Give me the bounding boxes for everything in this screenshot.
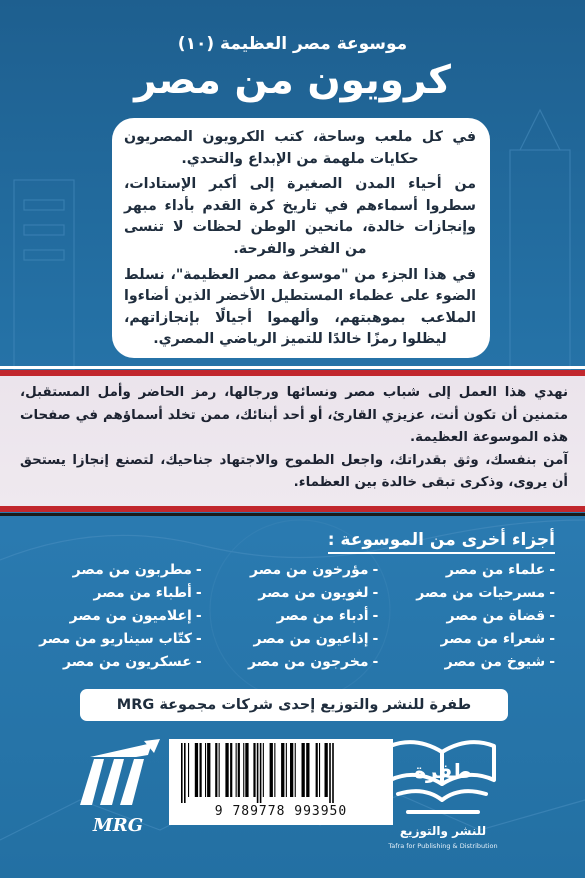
dash-bullet-icon: - xyxy=(195,654,202,670)
barcode-bar xyxy=(306,743,309,797)
dash-bullet-icon: - xyxy=(195,585,202,601)
more-volumes-list xyxy=(25,560,555,672)
volume-item: - شعراء من مصر xyxy=(440,631,555,647)
dash-bullet-icon: - xyxy=(549,631,555,647)
dash-bullet-icon: - xyxy=(549,562,555,578)
barcode-bar xyxy=(260,743,262,803)
barcode-bar xyxy=(245,743,248,797)
dedication-paragraph: آمن بنفسك، وثق بقدراتك، واجعل الطموح والاجتهاد جناحيك، لتصنع إنجازا يستحق أن يروى، وذكرى تبقى خالدة بين العظماء. xyxy=(20,452,568,490)
description-paragraph: في هذا الجزء من "موسوعة مصر العظيمة"، نسلط الضوء على عظماء المستطيل الأخضر الذين أضاءوا الملاعب بموهبتهم، وألهموا أجيالًا بإنجازاتهم، ليظلوا رمزًا خالدًا للتميز الرياضي المصري. xyxy=(124,266,476,348)
volume-item: - إذاعيون من مصر xyxy=(253,631,379,647)
dash-bullet-icon: - xyxy=(549,654,555,670)
tafra-wordmark: طفرة xyxy=(414,759,472,783)
tafra-logo xyxy=(368,728,518,824)
dash-bullet-icon: - xyxy=(195,608,202,624)
dash-bullet-icon: - xyxy=(372,631,379,647)
dash-bullet-icon: - xyxy=(372,654,379,670)
barcode-bar xyxy=(274,743,275,797)
isbn-number: 9 789778 993950 xyxy=(214,804,348,819)
volume-item: - إعلاميون من مصر xyxy=(69,608,202,624)
volume-item: - كتّاب سيناريو من مصر xyxy=(39,631,202,647)
barcode-bar xyxy=(225,743,228,797)
publisher-bar: طفرة للنشر والتوزيع إحدى شركات مجموعة MRG xyxy=(80,689,508,721)
barcode-bar xyxy=(270,743,273,797)
dash-bullet-icon: - xyxy=(372,562,379,578)
barcode-bar xyxy=(219,743,220,797)
barcode-bar xyxy=(184,743,186,803)
volume-item: - مخرجون من مصر xyxy=(248,654,379,670)
barcode-bar xyxy=(205,743,206,797)
volume-item: - شيوخ من مصر xyxy=(444,654,555,670)
barcode-bar xyxy=(281,743,284,797)
barcode-bar xyxy=(325,743,328,797)
dash-bullet-icon: - xyxy=(372,608,379,624)
barcode-bar xyxy=(238,743,240,797)
barcode-bar xyxy=(316,743,318,797)
volume-item: - عسكريون من مصر xyxy=(63,654,202,670)
dash-bullet-icon: - xyxy=(549,608,555,624)
series-title: موسوعة مصر العظيمة (١٠) xyxy=(177,34,408,54)
volume-item: - مطربون من مصر xyxy=(72,562,202,578)
volume-item: - أدباء من مصر xyxy=(276,608,379,624)
barcode-bar xyxy=(236,743,237,797)
barcode-bar xyxy=(188,743,189,797)
barcode-bar xyxy=(181,743,183,803)
barcode-bar xyxy=(263,743,264,797)
mrg-logo-text: MRG xyxy=(92,815,144,836)
tafra-subtitle-en: Tafra for Publishing & Distribution xyxy=(388,842,498,850)
dedication-text xyxy=(0,382,585,495)
tafra-book-icon xyxy=(368,728,518,824)
volume-item: - علماء من مصر xyxy=(445,562,555,578)
barcode-bar xyxy=(253,743,255,797)
description-paragraph: في كل ملعب وساحة، كتب الكرويون المصريون حكايات ملهمة من الإبداع والتحدي. xyxy=(124,129,476,167)
dash-bullet-icon: - xyxy=(195,631,202,647)
book-title: كرويون من مصر xyxy=(134,58,451,103)
dash-bullet-icon: - xyxy=(372,585,379,601)
isbn-barcode xyxy=(169,739,393,825)
volume-item: - لغويون من مصر xyxy=(258,585,379,601)
barcode-bar xyxy=(230,743,232,797)
barcode-bar xyxy=(302,743,305,797)
dash-bullet-icon: - xyxy=(549,585,555,601)
barcode-bar xyxy=(200,743,202,797)
volume-item: - مسرحيات من مصر xyxy=(416,585,555,601)
barcode-bar xyxy=(295,743,296,797)
mrg-emblem-icon xyxy=(70,735,166,815)
volume-item: - أطباء من مصر xyxy=(93,585,202,601)
volume-item: - قضاة من مصر xyxy=(446,608,555,624)
barcode-bar xyxy=(243,743,244,797)
barcode-bar xyxy=(332,743,334,803)
barcode-bar xyxy=(257,743,259,803)
dash-bullet-icon: - xyxy=(195,562,202,578)
description-paragraph: من أحياء المدن الصغيرة إلى أكبر الإستادات، سطروا أسماءهم في تاريخ كرة القدم بأداء مبهر وإنجازات خالدة، مانحين الوطن لحظات لا تنسى من الفخر والفرحة. xyxy=(124,176,476,257)
description-card xyxy=(112,118,490,358)
barcode-bar xyxy=(207,743,210,797)
more-volumes-heading: أجزاء أخرى من الموسوعة : xyxy=(328,530,555,554)
tafra-subtitle-ar: للنشر والتوزيع xyxy=(399,824,487,838)
barcode-bar xyxy=(290,743,293,797)
barcode-bar xyxy=(215,743,217,797)
barcode-bars xyxy=(177,743,385,803)
barcode-bar xyxy=(319,743,320,797)
barcode-bar xyxy=(195,743,198,797)
dedication-paragraph: نهدي هذا العمل إلى شباب مصر ونسائها ورجالها، رمز الحاضر وأمل المستقبل، متمنين أن تكون أنت، عزيزي القارئ، أو أحد أبنائك، ممن تخلد أسماؤهم في صفحات هذه الموسوعة العظيمة. xyxy=(20,385,568,445)
volume-item: - مؤرخون من مصر xyxy=(250,562,379,578)
barcode-bar xyxy=(329,743,331,803)
barcode-bar xyxy=(286,743,287,797)
